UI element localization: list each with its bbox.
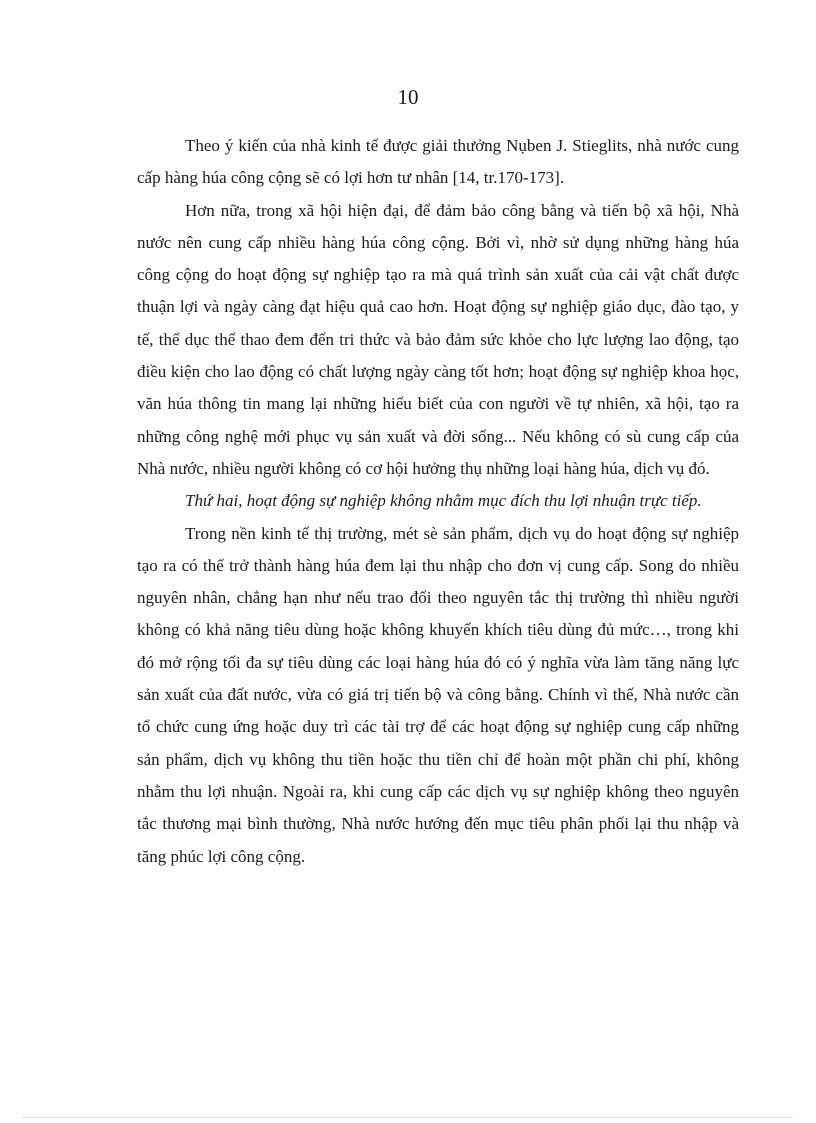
paragraph-public-goods: Hơn nữa, trong xã hội hiện đại, để đảm bảo công bằng và tiến bộ xã hội, Nhà nước nên cung cấp nhiều hàng húa công cộng. Bởi vì, nhờ sử dụng những hàng húa công cộng do hoạt động sự nghiệp tạo ra mà quá trình sản xuất của cải vật chất được thuận lợi và ngày càng đạt hiệu quả cao hơn. Hoạt động sự nghiệp giáo dục, đào tạo, y tế, thể dục thể thao đem đến tri thức và bảo đảm sức khỏe cho lực lượng lao động, tạo điều kiện cho lao động có chất lượng ngày càng tốt hơn; hoạt động sự nghiệp khoa học, văn húa thông tin mang lại những hiểu biết của con người về tự nhiên, xã hội, tạo ra những công nghệ mới phục vụ sản xuất và đời sống... Nếu không có sù cung cấp của Nhà nước, nhiều người không có cơ hội hưởng thụ những loại hàng húa, dịch vụ đó. — [137, 200, 739, 478]
page-bottom-divider — [22, 1117, 794, 1118]
paragraph-market-economy: Trong nền kinh tế thị trường, mét sè sản phẩm, dịch vụ do hoạt động sự nghiệp tạo ra có thể trở thành hàng húa đem lại thu nhập cho đơn vị cung cấp. Song do nhiều nguyên nhân, chẳng hạn như nếu trao đổi theo nguyên tắc thị trường thì nhiều người không có khả năng tiêu dùng hoặc không khuyến khích tiêu dùng đủ mức…, trong khi đó mở rộng tối đa sự tiêu dùng các loại hàng húa đó có ý nghĩa vừa làm tăng năng lực sản xuất của đất nước, vừa có giá trị tiến bộ và công bằng. Chính vì thế, Nhà nước cần tổ chức cung ứng hoặc duy trì các tài trợ để các hoạt động sự nghiệp cung cấp những sản phẩm, dịch vụ không thu tiền hoặc thu tiền chỉ để hoàn một phần chi phí, không nhằm thu lợi nhuận. Ngoài ra, khi cung cấp các dịch vụ sự nghiệp không theo nguyên tắc thương mại bình thường, Nhà nước hướng đến mục tiêu phân phối lại thu nhập và tăng phúc lợi công cộng. — [137, 523, 739, 866]
paragraph-stieglitz: Theo ý kiến của nhà kinh tế được giải thưởng Nụben J. Stieglits, nhà nước cung cấp hàng húa công cộng sẽ có lợi hơn tư nhân [14, tr.170-173]. — [137, 136, 739, 188]
paragraph-heading-non-profit: Thứ hai, hoạt động sự nghiệp không nhằm mục đích thu lợi nhuận trực tiếp. — [185, 491, 702, 511]
body-text — [137, 130, 739, 873]
page-number: 10 — [397, 85, 419, 109]
